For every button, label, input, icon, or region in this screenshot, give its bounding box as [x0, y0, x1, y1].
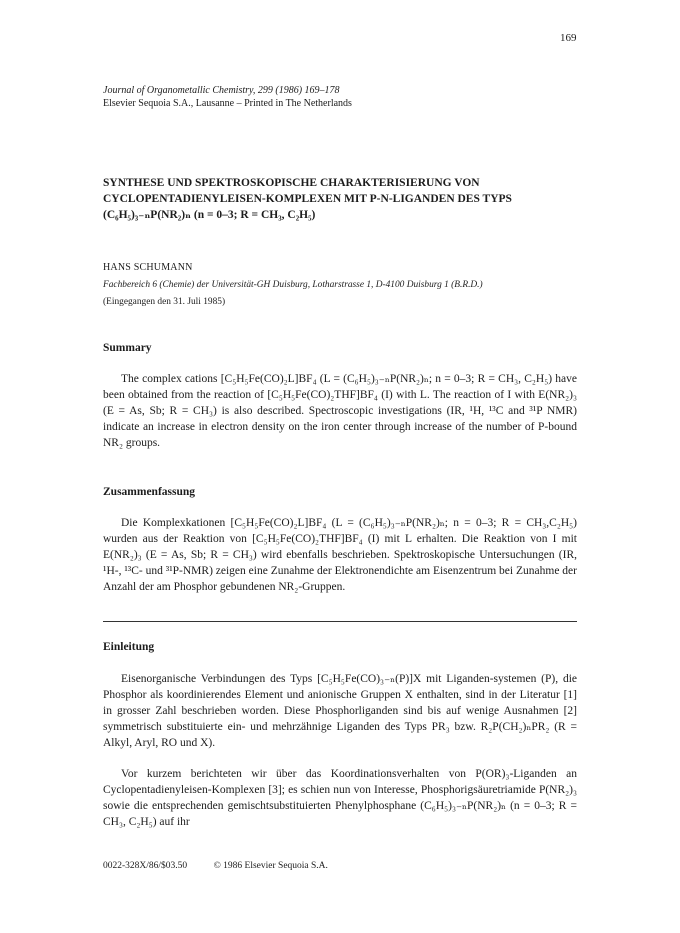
journal-citation: Journal of Organometallic Chemistry, 299 (1986) 169–178 [103, 85, 340, 96]
article-title: SYNTHESE UND SPEKTROSKOPISCHE CHARAKTERISIERUNG VON CYCLOPENTADIENYLEISEN-KOMPLEXEN MIT P-N-LIGANDEN DES TYPS (C₆H₅)₃₋ₙP(NR₂)ₙ (n = 0–3; R = CH₃, C₂H₅) [103, 177, 512, 221]
einleitung-paragraph-1: Eisenorganische Verbindungen des Typs [C₅H₅Fe(CO)₃₋ₙ(P)]X mit Liganden-systemen (P), die Phosphor als koordinierendes Element und anionische Gruppen X enthalten, sind in der Literatur [1] in grosser Zahl beschrieben worden. Diese Phosphorliganden sind bis auf wenige Ausnahmen [2] symmetrisch substituierte ein- und mehrzähnige Liganden des Typs PR₃ bzw. R₂P(CH₂)ₙPR₂ (R = Alkyl, Aryl, RO und X). [103, 673, 577, 749]
received-date: (Eingegangen den 31. Juli 1985) [103, 297, 226, 307]
affiliation: Fachbereich 6 (Chemie) der Universität-GH Duisburg, Lotharstrasse 1, D-4100 Duisburg 1 (B.R.D.) [103, 280, 483, 290]
journal-info [103, 84, 352, 110]
author: HANS SCHUMANN [103, 262, 193, 273]
publisher-line: Elsevier Sequoia S.A., Lausanne – Printed in The Netherlands [103, 98, 352, 109]
summary-text: The complex cations [C₅H₅Fe(CO)₂L]BF₄ (L = (C₆H₅)₃₋ₙP(NR₂)ₙ; n = 0–3; R = CH₃, C₂H₅) have been obtained from the reaction of [C₅H₅Fe(CO)₂THF]BF₄ (I) with L. The reaction of I with E(NR₂)₃ (E = As, Sb; R = CH₃) is also described. Spectroscopic investigations (IR, ¹H, ¹³C and ³¹P NMR) indicate an increase in electron density on the iron center through increase of the number of P-bound NR₂ groups. [103, 373, 577, 449]
einleitung-paragraph-2: Vor kurzem berichteten wir über das Koordinationsverhalten von P(OR)₃-Liganden an Cyclopentadienyleisen-Komplexen [3]; es schien nun von Interesse, Phosphorigsäuretriamide P(NR₂)₃ sowie die entsprechenden gemischtsubstituierten Phenylphosphane (C₆H₅)₃₋ₙP(NR₂)ₙ (n = 0–3; R = CH₃, C₂H₅) auf ihr [103, 768, 577, 828]
copyright: © 1986 Elsevier Sequoia S.A. [213, 861, 328, 871]
zusammenfassung-heading: Zusammenfassung [103, 486, 196, 498]
footer [103, 861, 352, 871]
zusammenfassung-text: Die Komplexkationen [C₅H₅Fe(CO)₂L]BF₄ (L = (C₆H₅)₃₋ₙP(NR₂)ₙ; n = 0–3; R = CH₃,C₂H₅) wurden aus der Reaktion von [C₅H₅Fe(CO)₂THF]BF₄ (I) mit L erhalten. Die Reaktion von I mit E(NR₂)₃ (E = As, Sb; R = CH₃) wird ebenfalls beschrieben. Spektroskopische Untersuchungen (IR, ¹H-, ¹³C- und ³¹P-NMR) zeigen eine Zunahme der Elektronendichte am Eisenzentrum bei Zunahme der Anzahl der am Phosphor gebundenen NR₂-Gruppen. [103, 517, 577, 593]
section-divider [103, 621, 577, 622]
einleitung-heading: Einleitung [103, 641, 155, 653]
page-number: 169 [560, 32, 577, 44]
article-code: 0022-328X/86/$03.50 [103, 861, 188, 871]
summary-heading: Summary [103, 342, 152, 354]
